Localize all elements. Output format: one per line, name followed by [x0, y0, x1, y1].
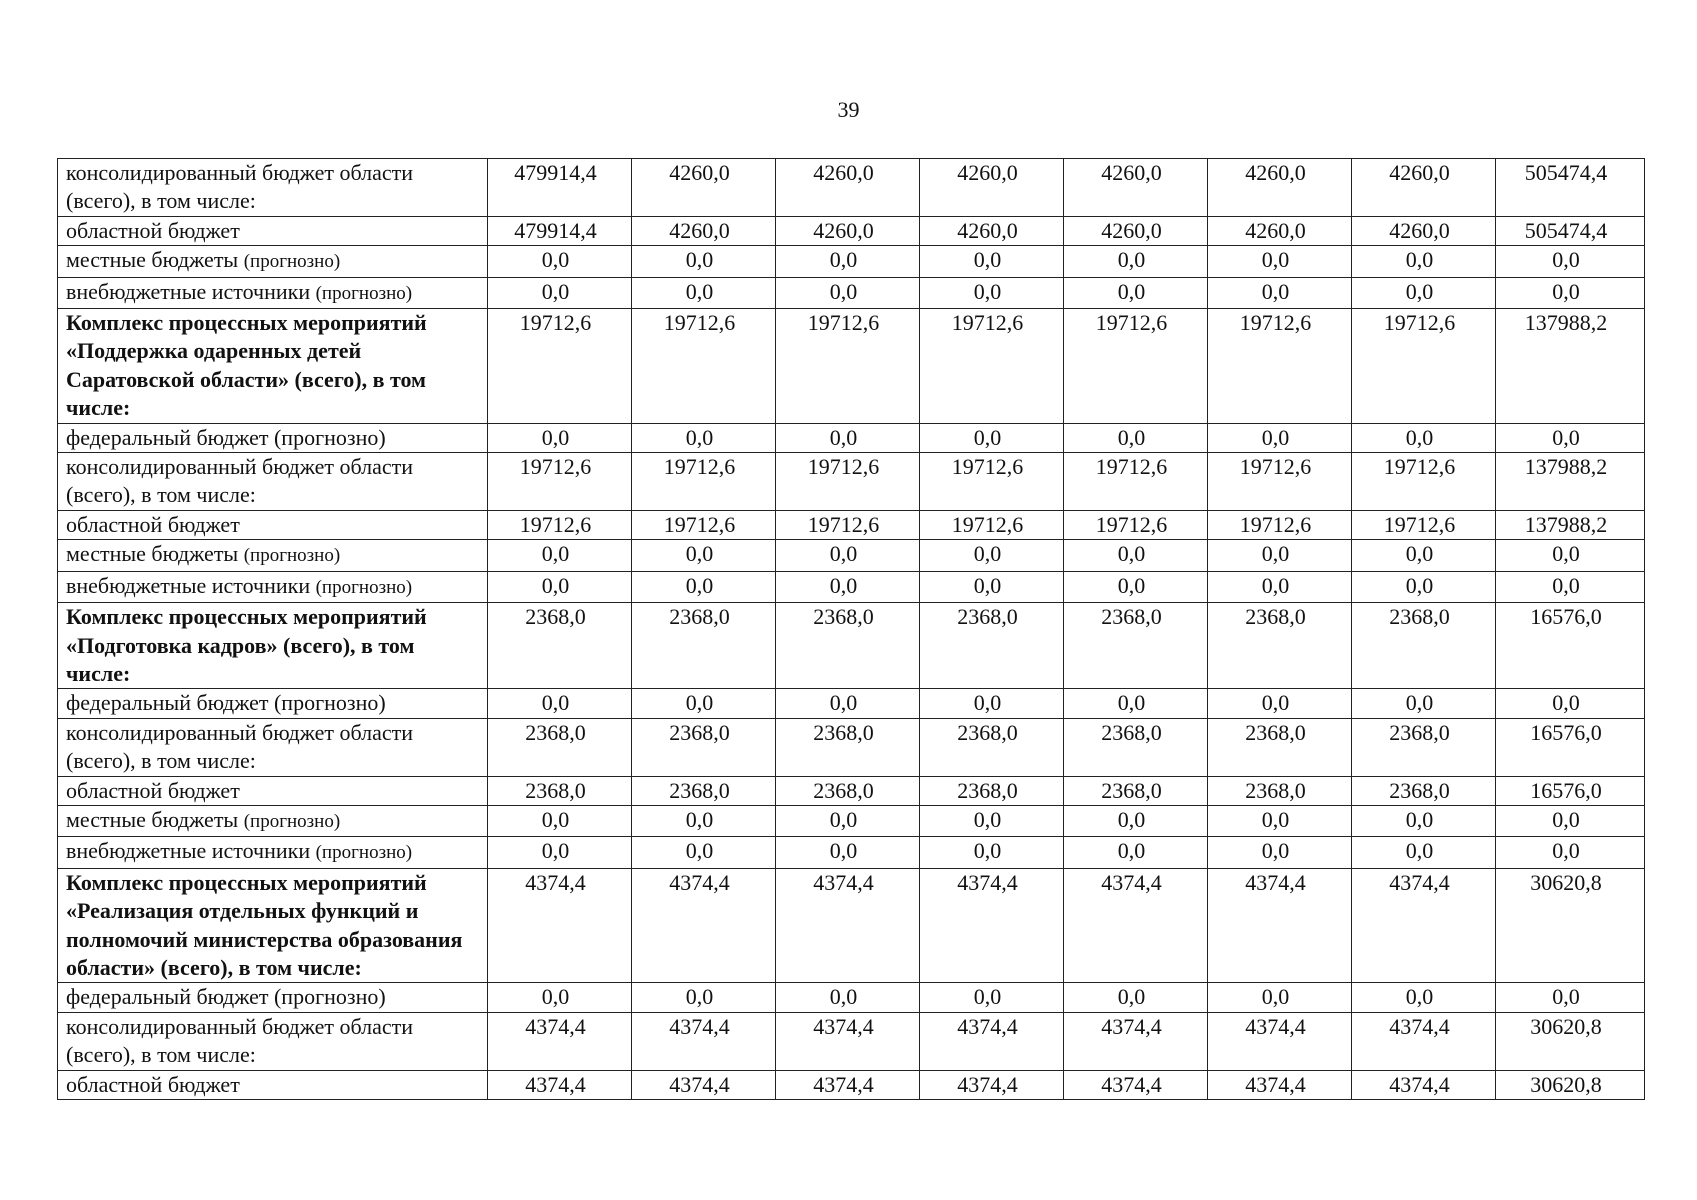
- value-cell: 0,0: [1352, 689, 1496, 718]
- value-cell: 0,0: [488, 423, 632, 452]
- value-cell: 4260,0: [1064, 159, 1208, 217]
- row-label: консолидированный бюджет области (всего), в том числе:: [66, 719, 414, 774]
- value-cell: 0,0: [1496, 246, 1645, 277]
- value-cell: 19712,6: [1064, 453, 1208, 511]
- row-label-cell: [58, 805, 488, 836]
- value-cell: 4374,4: [1352, 1070, 1496, 1099]
- value-cell: 4374,4: [488, 1070, 632, 1099]
- row-label-cell: [58, 423, 488, 452]
- value-cell: 0,0: [920, 571, 1064, 602]
- value-cell: 0,0: [488, 277, 632, 308]
- value-cell: 4374,4: [776, 1012, 920, 1070]
- value-cell: 4260,0: [1208, 216, 1352, 245]
- value-cell: 19712,6: [488, 309, 632, 424]
- table-row: [58, 309, 1645, 424]
- value-cell: 4374,4: [920, 1012, 1064, 1070]
- value-cell: 0,0: [1496, 540, 1645, 571]
- value-cell: 2368,0: [1352, 776, 1496, 805]
- value-cell: 0,0: [1208, 837, 1352, 868]
- value-cell: 2368,0: [488, 718, 632, 776]
- table-row: [58, 423, 1645, 452]
- table-row: [58, 1012, 1645, 1070]
- value-cell: 0,0: [1208, 246, 1352, 277]
- value-cell: 0,0: [1208, 983, 1352, 1012]
- value-cell: 16576,0: [1496, 776, 1645, 805]
- row-label-note: (прогнозно): [243, 810, 341, 832]
- value-cell: 19712,6: [1208, 309, 1352, 424]
- value-cell: 0,0: [632, 837, 776, 868]
- row-label-cell: [58, 277, 488, 308]
- value-cell: 19712,6: [1352, 453, 1496, 511]
- value-cell: 0,0: [920, 423, 1064, 452]
- row-label-cell: [58, 776, 488, 805]
- value-cell: 19712,6: [488, 453, 632, 511]
- value-cell: 4374,4: [1352, 1012, 1496, 1070]
- value-cell: 4374,4: [488, 868, 632, 983]
- value-cell: 4374,4: [920, 1070, 1064, 1099]
- value-cell: 479914,4: [488, 159, 632, 217]
- value-cell: 19712,6: [488, 510, 632, 539]
- value-cell: 2368,0: [1352, 603, 1496, 689]
- value-cell: 0,0: [1064, 805, 1208, 836]
- value-cell: 0,0: [1064, 983, 1208, 1012]
- value-cell: 19712,6: [1064, 510, 1208, 539]
- value-cell: 0,0: [632, 540, 776, 571]
- table-row: [58, 805, 1645, 836]
- value-cell: 0,0: [1064, 277, 1208, 308]
- row-label-note: (прогнозно): [315, 282, 413, 304]
- value-cell: 0,0: [920, 689, 1064, 718]
- row-label: консолидированный бюджет области (всего), в том числе:: [66, 160, 414, 214]
- value-cell: 2368,0: [1352, 718, 1496, 776]
- value-cell: 0,0: [776, 689, 920, 718]
- value-cell: 0,0: [1208, 540, 1352, 571]
- row-label: внебюджетные источники: [66, 572, 311, 598]
- value-cell: 4260,0: [920, 159, 1064, 217]
- row-label: консолидированный бюджет области (всего), в том числе:: [66, 454, 414, 508]
- value-cell: 4374,4: [776, 1070, 920, 1099]
- value-cell: 19712,6: [1064, 309, 1208, 424]
- row-label: местные бюджеты: [66, 806, 239, 832]
- value-cell: 4260,0: [776, 216, 920, 245]
- table-row: [58, 571, 1645, 602]
- value-cell: 4374,4: [1208, 868, 1352, 983]
- value-cell: 19712,6: [1208, 510, 1352, 539]
- row-label: консолидированный бюджет области (всего), в том числе:: [66, 1013, 414, 1068]
- value-cell: 0,0: [776, 805, 920, 836]
- value-cell: 4374,4: [920, 868, 1064, 983]
- value-cell: 2368,0: [920, 603, 1064, 689]
- value-cell: 19712,6: [632, 510, 776, 539]
- value-cell: 0,0: [1496, 571, 1645, 602]
- value-cell: 4374,4: [632, 868, 776, 983]
- row-label: внебюджетные источники: [66, 278, 311, 304]
- value-cell: 4374,4: [1352, 868, 1496, 983]
- value-cell: 0,0: [632, 571, 776, 602]
- value-cell: 2368,0: [1064, 718, 1208, 776]
- row-label: федеральный бюджет (прогнозно): [66, 690, 386, 716]
- row-label: Комплекс процессных мероприятий «Поддержка одаренных детей Саратовской области» (всего), в том числе:: [66, 310, 427, 421]
- value-cell: 0,0: [1352, 277, 1496, 308]
- value-cell: 0,0: [1496, 983, 1645, 1012]
- value-cell: 4260,0: [632, 159, 776, 217]
- value-cell: 2368,0: [1208, 718, 1352, 776]
- value-cell: 0,0: [1208, 689, 1352, 718]
- table-row: [58, 689, 1645, 718]
- value-cell: 4260,0: [920, 216, 1064, 245]
- value-cell: 0,0: [488, 983, 632, 1012]
- row-label-note: (прогнозно): [243, 545, 341, 567]
- value-cell: 19712,6: [1208, 453, 1352, 511]
- value-cell: 4374,4: [488, 1012, 632, 1070]
- value-cell: 16576,0: [1496, 718, 1645, 776]
- row-label-cell: [58, 540, 488, 571]
- value-cell: 137988,2: [1496, 453, 1645, 511]
- row-label-cell: [58, 246, 488, 277]
- value-cell: 4374,4: [632, 1070, 776, 1099]
- value-cell: 0,0: [1496, 689, 1645, 718]
- value-cell: 2368,0: [1064, 603, 1208, 689]
- row-label-cell: [58, 309, 488, 424]
- row-label-note: (прогнозно): [315, 576, 413, 598]
- value-cell: 0,0: [1352, 423, 1496, 452]
- value-cell: 0,0: [1352, 805, 1496, 836]
- table-row: [58, 453, 1645, 511]
- value-cell: 2368,0: [776, 603, 920, 689]
- value-cell: 19712,6: [632, 453, 776, 511]
- row-label-cell: [58, 718, 488, 776]
- budget-table-body: [58, 159, 1645, 1100]
- value-cell: 19712,6: [776, 453, 920, 511]
- value-cell: 0,0: [1208, 423, 1352, 452]
- value-cell: 0,0: [776, 983, 920, 1012]
- value-cell: 0,0: [488, 571, 632, 602]
- value-cell: 0,0: [920, 277, 1064, 308]
- value-cell: 2368,0: [776, 718, 920, 776]
- value-cell: 0,0: [776, 246, 920, 277]
- value-cell: 4374,4: [776, 868, 920, 983]
- value-cell: 0,0: [1064, 246, 1208, 277]
- value-cell: 4374,4: [1208, 1012, 1352, 1070]
- value-cell: 0,0: [632, 277, 776, 308]
- row-label: федеральный бюджет (прогнозно): [66, 424, 386, 450]
- value-cell: 2368,0: [632, 718, 776, 776]
- value-cell: 0,0: [920, 805, 1064, 836]
- value-cell: 19712,6: [920, 309, 1064, 424]
- page-number: 39: [837, 97, 860, 122]
- row-label: Комплекс процессных мероприятий «Подготовка кадров» (всего), в том числе:: [66, 604, 427, 686]
- value-cell: 0,0: [1208, 571, 1352, 602]
- value-cell: 4260,0: [632, 216, 776, 245]
- value-cell: 0,0: [1064, 837, 1208, 868]
- value-cell: 4260,0: [1208, 159, 1352, 217]
- value-cell: 0,0: [1064, 540, 1208, 571]
- table-row: [58, 837, 1645, 868]
- row-label-cell: [58, 571, 488, 602]
- value-cell: 2368,0: [1064, 776, 1208, 805]
- row-label-cell: [58, 453, 488, 511]
- row-label-note: (прогнозно): [315, 842, 413, 864]
- value-cell: 0,0: [1208, 805, 1352, 836]
- value-cell: 16576,0: [1496, 603, 1645, 689]
- value-cell: 0,0: [1496, 423, 1645, 452]
- row-label-cell: [58, 837, 488, 868]
- value-cell: 505474,4: [1496, 216, 1645, 245]
- row-label: внебюджетные источники: [66, 838, 311, 864]
- value-cell: 0,0: [1352, 983, 1496, 1012]
- value-cell: 0,0: [1064, 423, 1208, 452]
- table-row: [58, 868, 1645, 983]
- row-label-cell: [58, 159, 488, 217]
- value-cell: 2368,0: [776, 776, 920, 805]
- value-cell: 0,0: [920, 246, 1064, 277]
- value-cell: 2368,0: [632, 603, 776, 689]
- value-cell: 4260,0: [1352, 216, 1496, 245]
- value-cell: 2368,0: [488, 603, 632, 689]
- value-cell: 137988,2: [1496, 510, 1645, 539]
- table-row: [58, 510, 1645, 539]
- row-label: областной бюджет: [66, 217, 240, 243]
- table-row: [58, 983, 1645, 1012]
- value-cell: 19712,6: [1352, 309, 1496, 424]
- value-cell: 2368,0: [488, 776, 632, 805]
- table-row: [58, 540, 1645, 571]
- value-cell: 505474,4: [1496, 159, 1645, 217]
- value-cell: 2368,0: [632, 776, 776, 805]
- value-cell: 479914,4: [488, 216, 632, 245]
- row-label-cell: [58, 868, 488, 983]
- row-label: федеральный бюджет (прогнозно): [66, 984, 386, 1010]
- value-cell: 30620,8: [1496, 868, 1645, 983]
- value-cell: 2368,0: [1208, 603, 1352, 689]
- value-cell: 4260,0: [1064, 216, 1208, 245]
- value-cell: 0,0: [632, 805, 776, 836]
- value-cell: 4374,4: [632, 1012, 776, 1070]
- value-cell: 0,0: [632, 689, 776, 718]
- value-cell: 0,0: [488, 540, 632, 571]
- row-label-cell: [58, 510, 488, 539]
- value-cell: 0,0: [1352, 837, 1496, 868]
- value-cell: 0,0: [1496, 837, 1645, 868]
- value-cell: 0,0: [920, 983, 1064, 1012]
- value-cell: 2368,0: [920, 718, 1064, 776]
- value-cell: 0,0: [488, 805, 632, 836]
- value-cell: 30620,8: [1496, 1012, 1645, 1070]
- table-row: [58, 776, 1645, 805]
- value-cell: 4260,0: [776, 159, 920, 217]
- row-label-cell: [58, 1012, 488, 1070]
- row-label-cell: [58, 1070, 488, 1099]
- table-row: [58, 603, 1645, 689]
- value-cell: 0,0: [920, 540, 1064, 571]
- value-cell: 2368,0: [920, 776, 1064, 805]
- value-cell: 19712,6: [632, 309, 776, 424]
- value-cell: 19712,6: [920, 453, 1064, 511]
- value-cell: 0,0: [776, 277, 920, 308]
- table-row: [58, 277, 1645, 308]
- budget-table: [57, 158, 1645, 1100]
- value-cell: 0,0: [1496, 277, 1645, 308]
- value-cell: 137988,2: [1496, 309, 1645, 424]
- row-label: областной бюджет: [66, 1071, 240, 1097]
- table-row: [58, 159, 1645, 217]
- table-row: [58, 1070, 1645, 1099]
- value-cell: 0,0: [1064, 571, 1208, 602]
- value-cell: 4374,4: [1064, 868, 1208, 983]
- table-row: [58, 718, 1645, 776]
- row-label-cell: [58, 983, 488, 1012]
- value-cell: 4374,4: [1064, 1012, 1208, 1070]
- value-cell: 30620,8: [1496, 1070, 1645, 1099]
- table-row: [58, 216, 1645, 245]
- value-cell: 0,0: [488, 689, 632, 718]
- value-cell: 0,0: [776, 540, 920, 571]
- row-label: местные бюджеты: [66, 247, 239, 273]
- row-label: областной бюджет: [66, 511, 240, 537]
- row-label: Комплекс процессных мероприятий «Реализация отдельных функций и полномочий министерства образования области» (всего), в том числе:: [66, 869, 463, 980]
- value-cell: 0,0: [776, 837, 920, 868]
- value-cell: 0,0: [632, 423, 776, 452]
- value-cell: 0,0: [1352, 571, 1496, 602]
- value-cell: 0,0: [488, 837, 632, 868]
- value-cell: 0,0: [1352, 540, 1496, 571]
- value-cell: 0,0: [488, 246, 632, 277]
- value-cell: 0,0: [632, 246, 776, 277]
- value-cell: 19712,6: [1352, 510, 1496, 539]
- value-cell: 4260,0: [1352, 159, 1496, 217]
- value-cell: 0,0: [776, 423, 920, 452]
- row-label-cell: [58, 603, 488, 689]
- value-cell: 19712,6: [776, 309, 920, 424]
- value-cell: 4374,4: [1208, 1070, 1352, 1099]
- value-cell: 0,0: [1208, 277, 1352, 308]
- value-cell: 19712,6: [776, 510, 920, 539]
- table-row: [58, 246, 1645, 277]
- value-cell: 0,0: [776, 571, 920, 602]
- value-cell: 0,0: [1064, 689, 1208, 718]
- value-cell: 19712,6: [920, 510, 1064, 539]
- row-label: областной бюджет: [66, 777, 240, 803]
- row-label-cell: [58, 216, 488, 245]
- row-label-cell: [58, 689, 488, 718]
- row-label-note: (прогнозно): [243, 251, 341, 273]
- value-cell: 0,0: [1496, 805, 1645, 836]
- value-cell: 0,0: [632, 983, 776, 1012]
- row-label: местные бюджеты: [66, 541, 239, 567]
- value-cell: 2368,0: [1208, 776, 1352, 805]
- value-cell: 4374,4: [1064, 1070, 1208, 1099]
- value-cell: 0,0: [1352, 246, 1496, 277]
- value-cell: 0,0: [920, 837, 1064, 868]
